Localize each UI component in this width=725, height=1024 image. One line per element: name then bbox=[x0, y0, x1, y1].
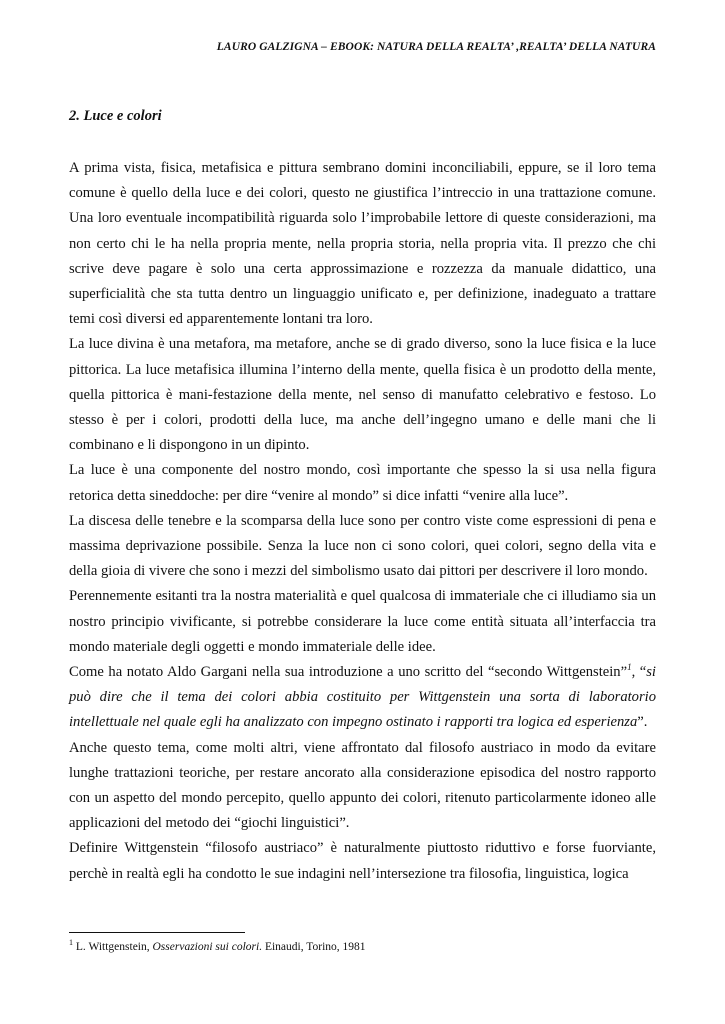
running-header: LAURO GALZIGNA – EBOOK: NATURA DELLA REALTA’ ,REALTA’ DELLA NATURA bbox=[216, 41, 656, 53]
gargani-quote: si può dire che il tema dei colori abbia costituito per Wittgenstein una sorta di laboratorio intellettuale nel quale egli ha analizzato con impegno ostinato i rapporti tra logica ed esperienza bbox=[69, 664, 656, 731]
paragraph: Definire Wittgenstein “filosofo austriaco” è naturalmente piuttosto riduttivo e forse fuorviante, perchè in realtà egli ha condotto le sue indagini nell’intersezione tra filosofia, linguistica, logica bbox=[69, 840, 656, 882]
footnote-author: L. Wittgenstein, bbox=[73, 941, 153, 953]
paragraph: Perennemente esitanti tra la nostra materialità e quel qualcosa di immateriale che ci illudiamo sia un nostro principio vivificante, si potrebbe considerare la luce come entità situata all’interfaccia tra mondo materiale degli oggetti e mondo immateriale delle idee. bbox=[69, 588, 656, 655]
footnote-reference[interactable]: 1 bbox=[627, 662, 632, 673]
paragraph-with-quote bbox=[69, 660, 656, 736]
quote-open: , “ bbox=[631, 664, 647, 681]
footnote-publisher: Einaudi, Torino, 1981 bbox=[262, 941, 366, 953]
paragraph: La luce è una componente del nostro mondo, così importante che spesso la si usa nella figura retorica detta sineddoche: per dire “venire al mondo” si dice infatti “venire alla luce”. bbox=[69, 462, 656, 504]
section-title: 2. Luce e colori bbox=[69, 108, 162, 124]
quote-close: ”. bbox=[637, 714, 648, 731]
quote-lead-in: Come ha notato Aldo Gargani nella sua introduzione a uno scritto del “secondo Wittgenstein” bbox=[69, 664, 628, 681]
footnote-number: 1 bbox=[69, 938, 73, 947]
paragraph: La luce divina è una metafora, ma metafore, anche se di grado diverso, sono la luce fisica e la luce pittorica. La luce metafisica illumina l’interno della mente, quella fisica è un prodotto della mente, quella pittorica è mani-festazione della mente, nel senso di manufatto celebrativo e festoso. Lo stesso è per i colori, prodotti della luce, ma anche dell’ingegno umano e delle mani che li combinano e li dispongono in un dipinto. bbox=[69, 336, 656, 454]
footnote bbox=[69, 939, 366, 955]
paragraph: La discesa delle tenebre e la scomparsa della luce sono per contro viste come espressioni di pena e massima deprivazione possibile. Senza la luce non ci sono colori, quei colori, segno della vita e della gioia di vivere che sono i mezzi del simbolismo usato dai pittori per descrivere il loro mondo. bbox=[69, 512, 656, 580]
paragraph: A prima vista, fisica, metafisica e pittura sembrano domini inconciliabili, eppure, se il loro tema comune è quello della luce e dei colori, questo ne giustifica l’intreccio in una trattazione comune. Una loro eventuale incompatibilità riguarda solo l’improbabile lettore di queste considerazioni, ma non certo chi le ha nella propria mente, nella propria storia, nella propria vita. Il prezzo che chi scrive deve pagare è solo una certa approssimazione e rozzezza da manuale didattico, una superficialità che sta tutta dentro un linguaggio unificato e, per definizione, inadeguato a trattare temi così diversi ed apparentemente lontani tra loro. bbox=[69, 160, 656, 328]
footnote-work-title: Osservazioni sui colori. bbox=[152, 941, 263, 953]
footnote-divider bbox=[69, 932, 245, 933]
paragraph: Anche questo tema, come molti altri, viene affrontato dal filosofo austriaco in modo da evitare lunghe trattazioni teoriche, per restare ancorato alla considerazione episodica del nostro rapporto con un aspetto del mondo percepito, quello appunto dei colori, ritenuto particolarmente idoneo alle applicazioni del metodo dei “giochi linguistici”. bbox=[69, 739, 656, 832]
body-text bbox=[69, 156, 656, 887]
